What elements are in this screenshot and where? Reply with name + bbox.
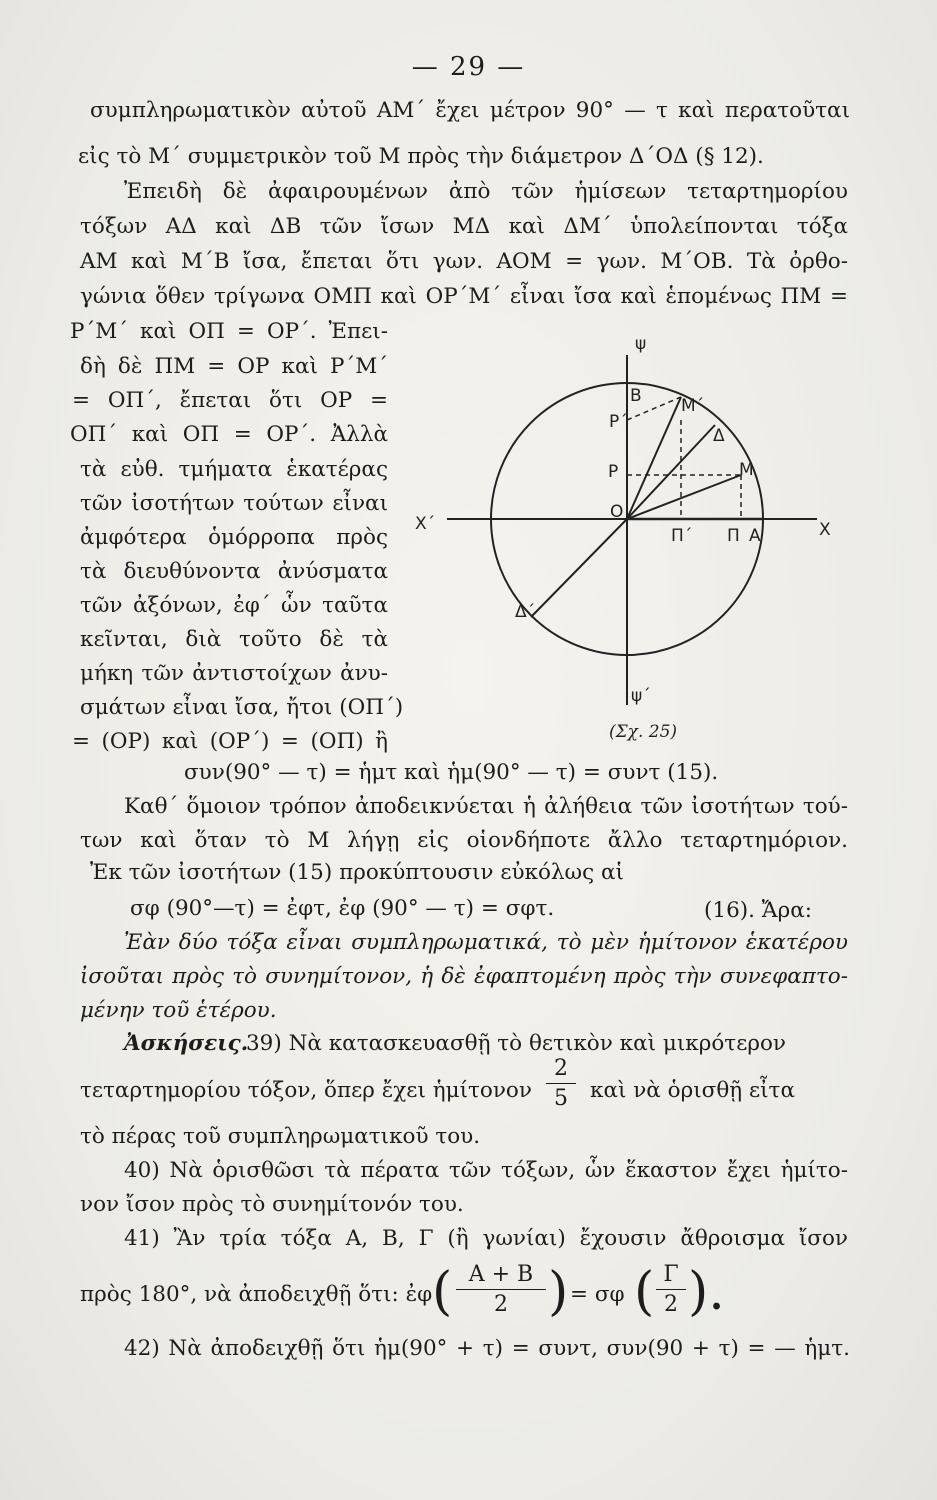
text-line: των καὶ ὅταν τὸ Μ λήγῃ εἰς οἱονδήποτε ἄλλο τεταρτημόριον. [80, 828, 848, 853]
text-line: τῶν ἰσοτήτων τούτων εἶναι [80, 491, 388, 516]
exercises-heading: Ἀσκήσεις. [124, 1031, 249, 1056]
formula-line: σφ (90°—τ) = ἐφτ, ἐφ (90° — τ) = σφτ. [130, 896, 555, 921]
fraction-numerator: Α + Β [468, 1262, 534, 1287]
label-p: Π [727, 526, 740, 546]
label-p-prime: Π΄ [671, 526, 693, 546]
unit-circle-figure [405, 325, 845, 745]
paren-right: ). [688, 1262, 725, 1322]
paren-right: ) [548, 1262, 569, 1322]
theorem-line: Ἐὰν δύο τόξα εἶναι συμπληρωματικά, τὸ μὲν ἡμίτονον ἑκατέρου [124, 930, 848, 955]
paren-left: ( [634, 1262, 655, 1322]
text-line: ἀμφότερα ὁμόρροπα πρὸς [80, 525, 388, 550]
label-r-prime: Ρ΄ [609, 412, 628, 432]
radius-odelta [627, 425, 715, 519]
text-line: δὴ δὲ ΠΜ = ΟΡ καὶ Ρ΄Μ΄ [80, 354, 388, 379]
text-line: μήκη τῶν ἀντιστοίχων ἀνυ- [80, 661, 388, 686]
fraction-numerator: 2 [554, 1056, 568, 1081]
exercise-39-line: τεταρτημορίου τόξον, ὅπερ ἔχει ἡμίτονον [80, 1078, 532, 1103]
label-r: Ρ [608, 462, 619, 482]
label-psi-prime: ψ΄ [631, 686, 651, 706]
fraction-a-plus-b-half [456, 1262, 546, 1317]
label-x-prime: Χ΄ [415, 514, 436, 534]
label-m: Μ [739, 460, 754, 480]
label-x: Χ [819, 520, 831, 540]
text-line: ΑΜ καὶ Μ΄Β ἴσα, ἔπεται ὅτι γων. ΑΟΜ = γων. Μ΄ΟΒ. Τὰ ὀρθο- [80, 249, 848, 274]
label-b: Β [630, 386, 642, 406]
formula-text: = σφ [570, 1282, 625, 1307]
exercise-39-line: τὸ πέρας τοῦ συμπληρωματικοῦ του. [80, 1124, 481, 1149]
fraction-gamma-half [656, 1262, 686, 1317]
text-line: κεῖνται, διὰ τοῦτο δὲ τὰ [80, 627, 388, 652]
exercise-40-line: νον ἴσον πρὸς τὸ συνημίτονόν του. [80, 1192, 464, 1217]
text-line: = (ΟΡ) καὶ (ΟΡ΄) = (ΟΠ) ἢ [72, 729, 388, 754]
text-line: τὰ εὐθ. τμήματα ἑκατέρας [80, 457, 388, 482]
text-line: συμπληρωματικὸν αὐτοῦ ΑΜ΄ ἔχει μέτρον 90° — τ καὶ περατοῦται [90, 98, 850, 123]
exercise-41-line: πρὸς 180°, νὰ ἀποδειχθῇ ὅτι: ἐφ [80, 1282, 433, 1307]
label-m-prime: Μ΄ [681, 396, 705, 416]
label-o: Ο [610, 502, 624, 522]
text-line: τὰ διευθύνοντα ἀνύσματα [80, 559, 388, 584]
text-line: Καθ΄ ὅμοιον τρόπον ἀποδεικνύεται ἡ ἀλήθεια τῶν ἰσοτήτων τού- [124, 794, 848, 819]
fraction-denominator: 2 [494, 1292, 508, 1317]
exercise-40-line: 40) Νὰ ὁρισθῶσι τὰ πέρατα τῶν τόξων, ὧν ἕκαστον ἔχει ἡμίτο- [124, 1158, 848, 1183]
paren-left: ( [432, 1262, 453, 1322]
exercise-42-line: 42) Νὰ ἀποδειχθῇ ὅτι ἡμ(90° + τ) = συντ, συν(90 + τ) = — ἡμτ. [124, 1336, 850, 1361]
text-line: ΟΠ΄ καὶ ΟΠ = ΟΡ΄. Ἀλλὰ [70, 422, 388, 447]
text-line: γώνια ὅθεν τρίγωνα ΟΜΠ καὶ ΟΡ΄Μ΄ εἶναι ἴσα καὶ ἑπομένως ΠΜ = [80, 284, 848, 309]
exercise-39-line: καὶ νὰ ὁρισθῇ εἶτα [590, 1078, 795, 1103]
fraction-denominator: 5 [554, 1086, 568, 1111]
text-line: σμάτων εἶναι ἴσα, ἤτοι (ΟΠ΄) [80, 695, 404, 720]
fraction-denominator: 2 [664, 1292, 678, 1317]
fraction-two-fifths [546, 1056, 576, 1111]
label-psi: ψ [635, 334, 647, 354]
label-delta: Δ [713, 426, 725, 446]
text-line: (16). Ἄρα: [704, 898, 812, 923]
radius-odelta-prime [531, 519, 627, 617]
text-line: Ἐπειδὴ δὲ ἀφαιρουμένων ἀπὸ τῶν ἡμίσεων τεταρτημορίου [124, 179, 848, 204]
exercise-41-line: 41) Ἂν τρία τόξα Α, Β, Γ (ἢ γωνίαι) ἔχουσιν ἄθροισμα ἴσον [124, 1226, 848, 1251]
label-a: Α [749, 526, 761, 546]
theorem-line: ἰσοῦται πρὸς τὸ συνημίτονον, ἡ δὲ ἐφαπτομένη πρὸς τὴν συνεφαπτο- [80, 964, 848, 989]
text-line: τῶν ἀξόνων, ἐφ΄ ὧν ταῦτα [80, 593, 388, 618]
exercise-39-line: 39) Νὰ κατασκευασθῇ τὸ θετικὸν καὶ μικρότερον [246, 1031, 786, 1056]
page-number: — 29 — [411, 52, 526, 82]
figure-caption: (Σχ. 25) [609, 722, 678, 742]
text-line: Ρ΄Μ΄ καὶ ΟΠ = ΟΡ΄. Ἐπει- [70, 319, 388, 344]
fraction-numerator: Γ [663, 1262, 679, 1287]
text-line: Ἐκ τῶν ἰσοτήτων (15) προκύπτουσιν εὐκόλως αἱ [90, 860, 624, 885]
label-delta-prime: Δ΄ [515, 602, 536, 622]
theorem-line: μένην τοῦ ἑτέρου. [80, 998, 277, 1023]
text-line: εἰς τὸ Μ΄ συμμετρικὸν τοῦ Μ πρὸς τὴν διάμετρον Δ΄ΟΔ (§ 12). [78, 144, 764, 169]
formula-line: συν(90° — τ) = ἡμτ καὶ ἡμ(90° — τ) = συντ (15). [184, 760, 719, 785]
text-line: τόξων ΑΔ καὶ ΔΒ τῶν ἴσων ΜΔ καὶ ΔΜ΄ ὑπολείπονται τόξα [80, 214, 848, 239]
text-line: = ΟΠ΄, ἔπεται ὅτι ΟΡ = [72, 388, 388, 413]
